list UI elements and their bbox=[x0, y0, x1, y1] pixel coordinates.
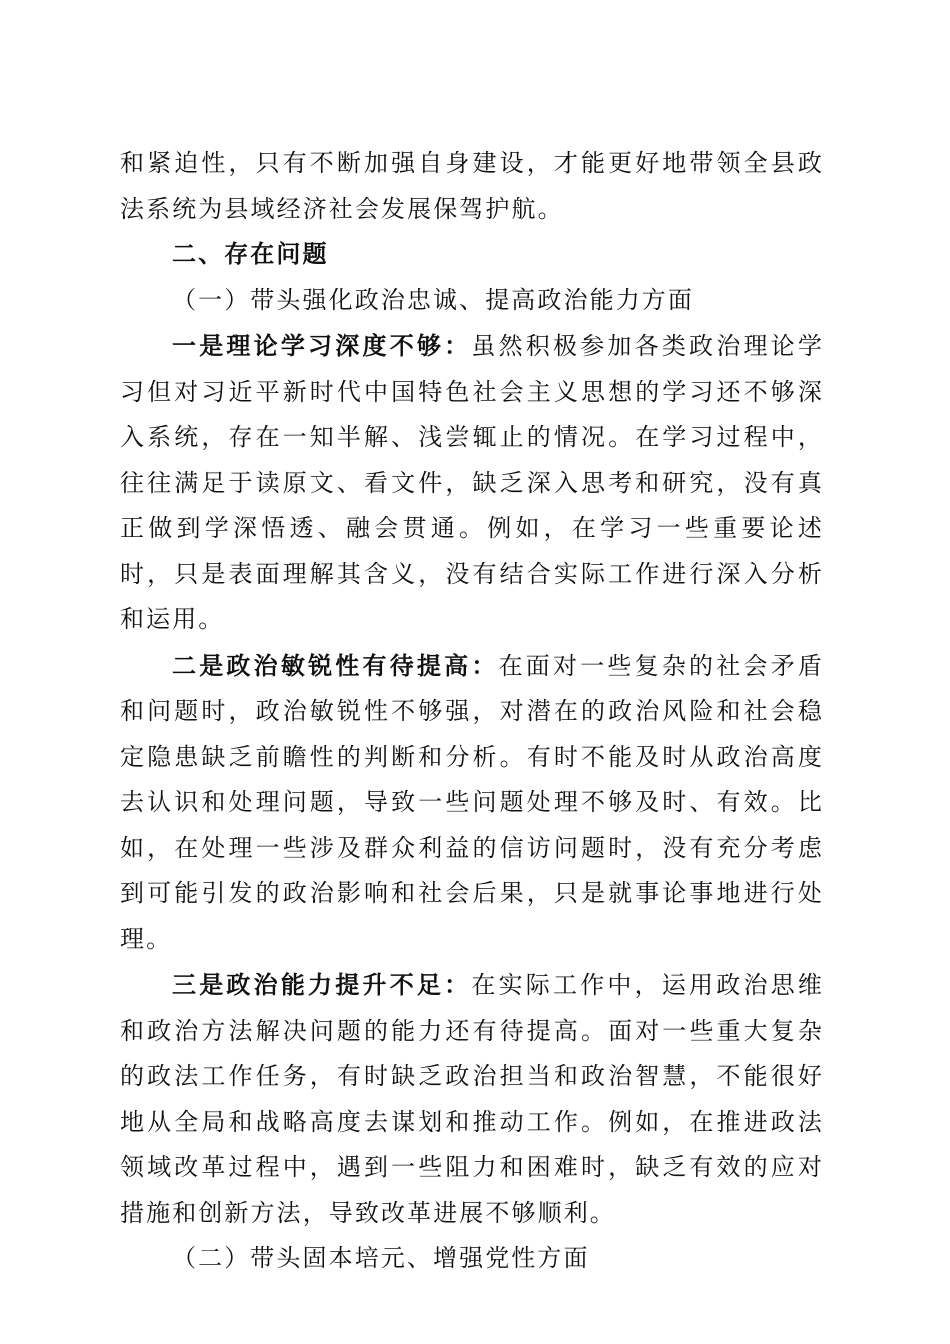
subsection-heading-2: （二）带头固本培元、增强党性方面 bbox=[172, 1244, 590, 1272]
continuation-paragraph: 和紧迫性，只有不断加强自身建设，才能更好地带领全县政法系统为县域经济社会发展保驾护航。 bbox=[120, 149, 824, 223]
issue-text-2: 在面对一些复杂的社会矛盾和问题时，政治敏锐性不够强，对潜在的政治风险和社会稳定隐患缺乏前瞻性的判断和分析。有时不能及时从政治高度去认识和处理问题，导致一些问题处理不够及时、有效。比如，在处理一些涉及群众利益的信访问题时，没有充分考虑到可能引发的政治影响和社会后果，只是就事论事地进行处理。 bbox=[120, 651, 825, 953]
issue-lead-1: 一是理论学习深度不够： bbox=[172, 331, 472, 360]
issue-text-1: 虽然积极参加各类政治理论学习但对习近平新时代中国特色社会主义思想的学习还不够深入系统，存在一知半解、浅尝辄止的情况。在学习过程中，往往满足于读原文、看文件，缺乏深入思考和研究，没有真正做到学深悟透、融会贯通。例如，在学习一些重要论述时，只是表面理解其含义，没有结合实际工作进行深入分析和运用。 bbox=[120, 332, 824, 633]
issue-lead-3: 三是政治能力提升不足： bbox=[172, 970, 472, 999]
issue-lead-2: 二是政治敏锐性有待提高： bbox=[172, 650, 499, 680]
document-body bbox=[120, 141, 824, 1282]
issue-paragraph-3 bbox=[120, 962, 824, 1236]
subsection-heading-1: （一）带头强化政治忠诚、提高政治能力方面 bbox=[172, 285, 694, 314]
issue-paragraph-1 bbox=[120, 323, 824, 643]
section-heading: 二、存在问题 bbox=[172, 240, 329, 268]
issue-paragraph-2 bbox=[120, 643, 824, 963]
issue-text-3: 在实际工作中，运用政治思维和政治方法解决问题的能力还有待提高。面对一些重大复杂的政法工作任务，有时缺乏政治担当和政治智慧，不能很好地从全局和战略高度去谋划和推动工作。例如，在推进政法领域改革过程中，遇到一些阻力和困难时，缺乏有效的应对措施和创新方法，导致改革进展不够顺利。 bbox=[120, 971, 824, 1227]
